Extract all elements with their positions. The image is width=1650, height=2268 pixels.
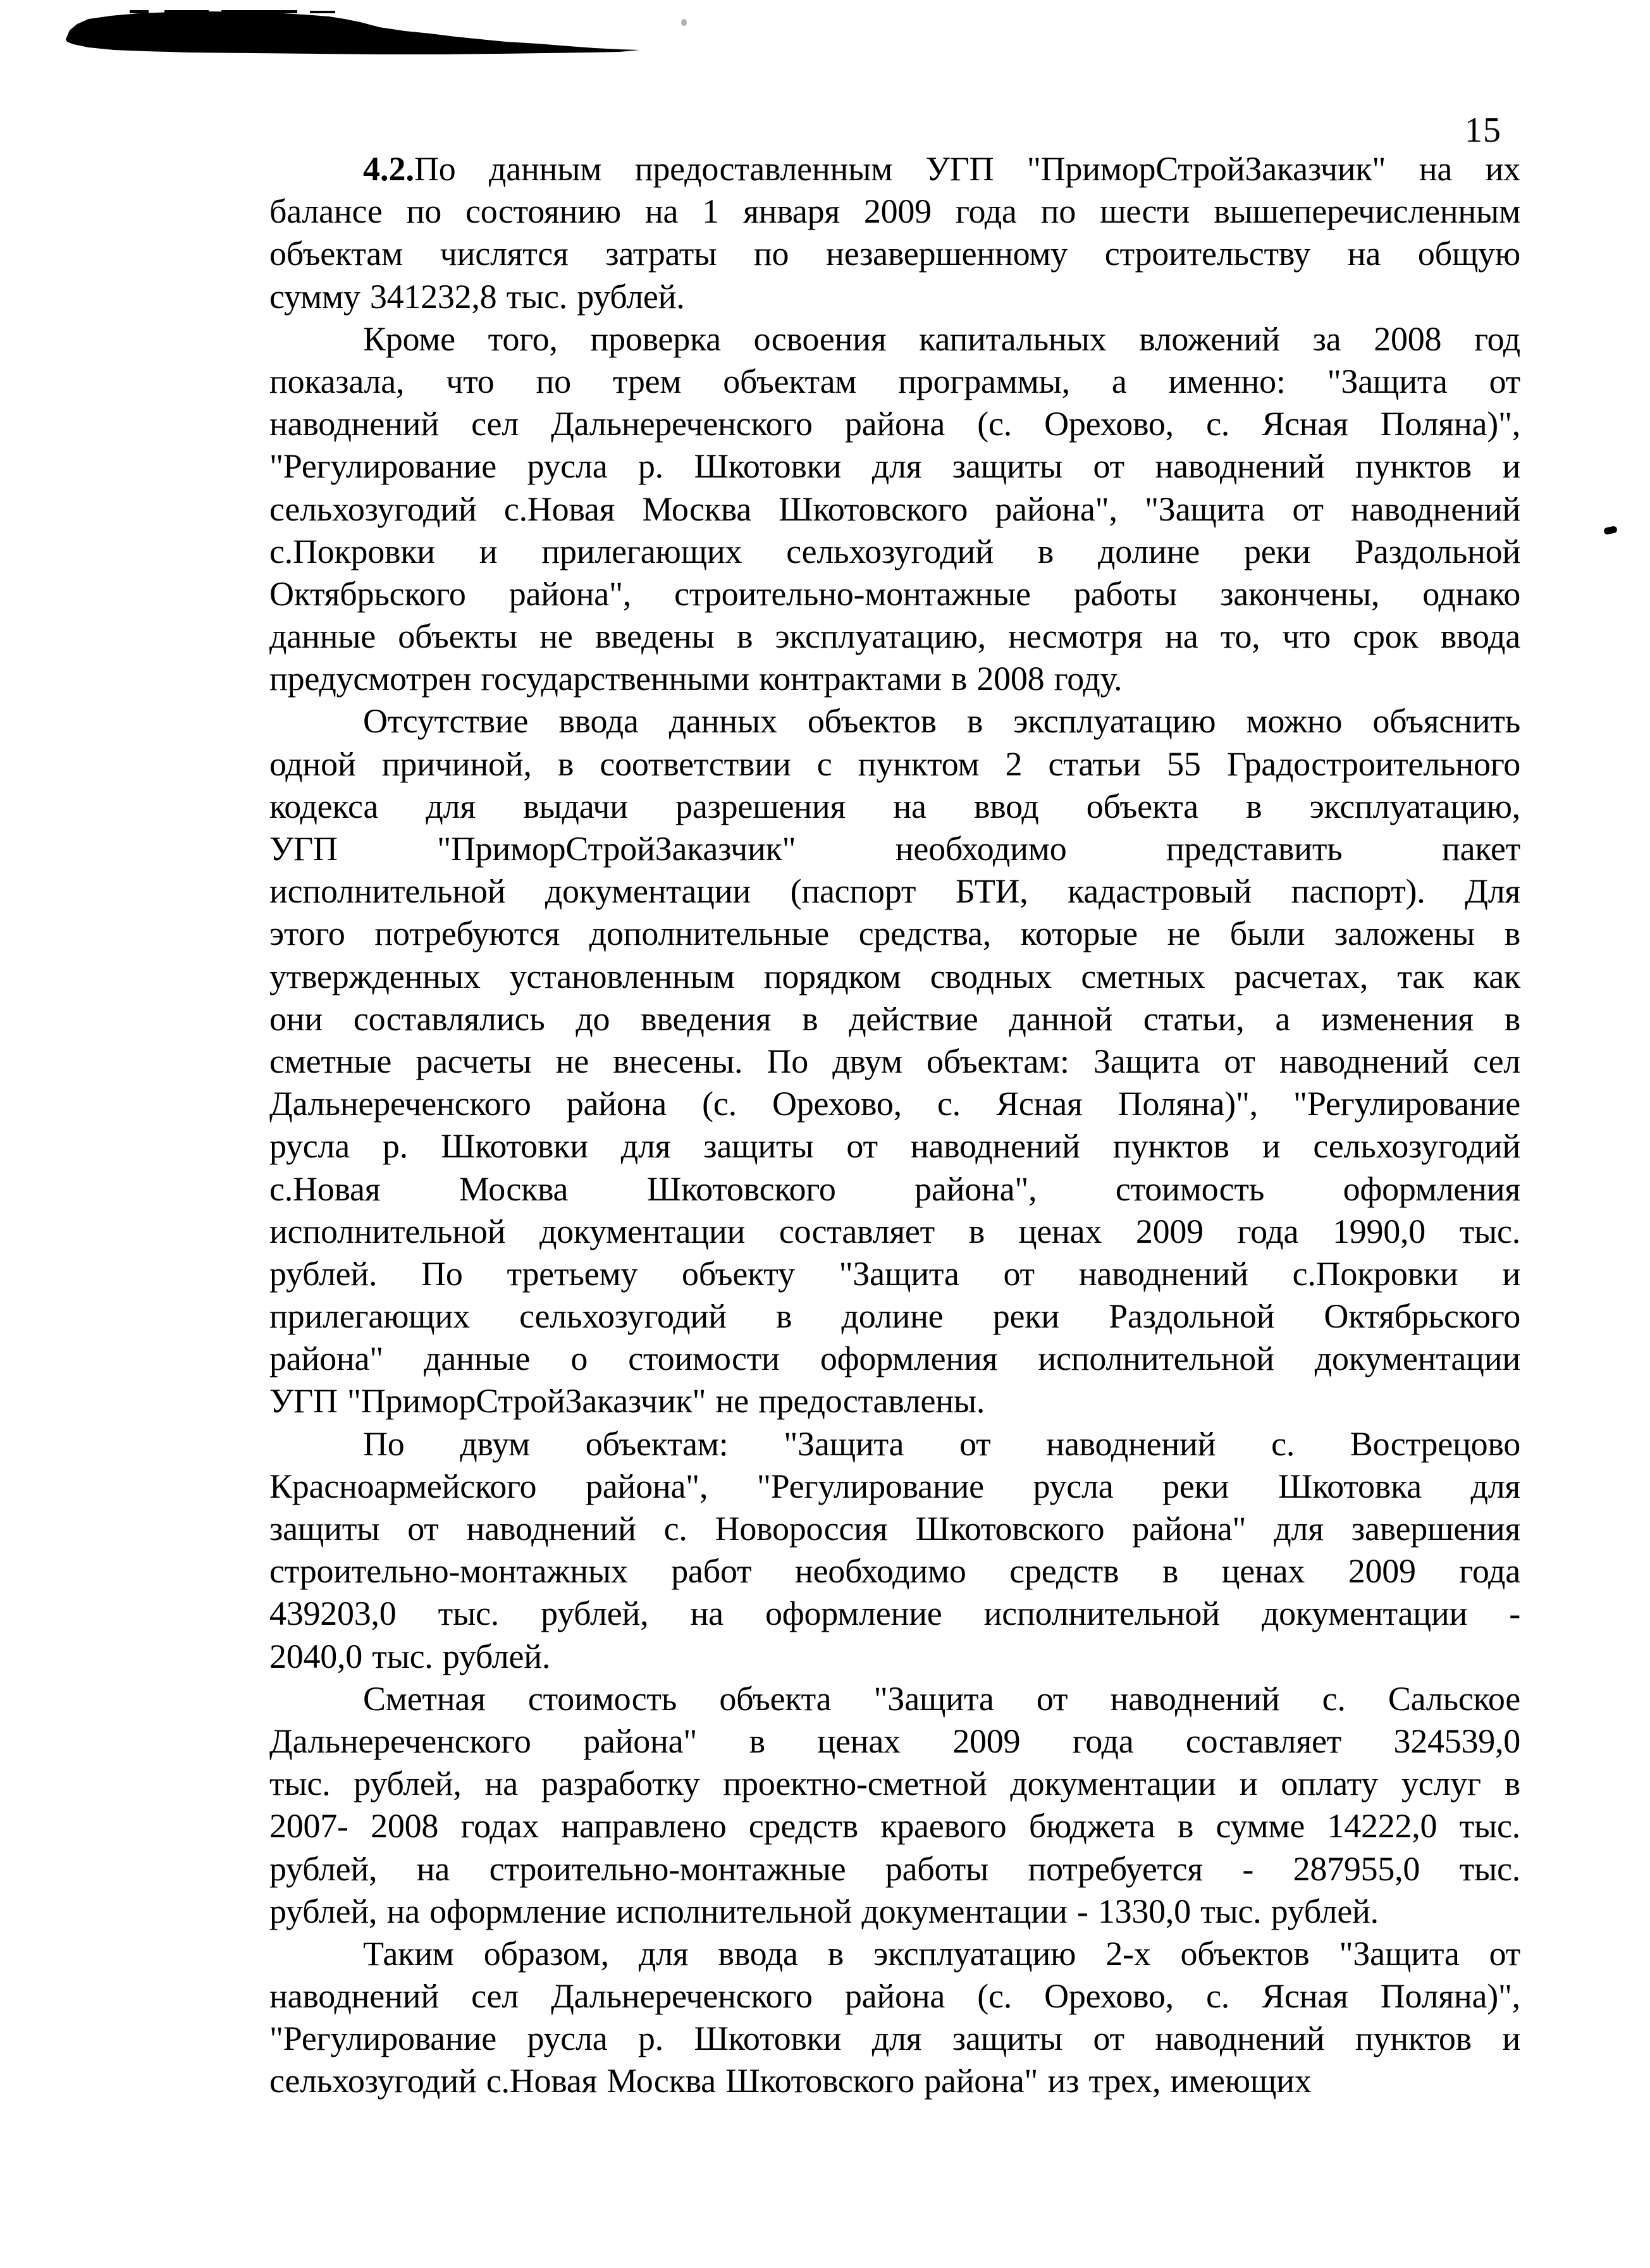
text-line: строительно-монтажных работ необходимо средств в ценах 2009 года bbox=[269, 1552, 1520, 1591]
text-line: 2040,0 тыс. рублей. bbox=[269, 1637, 551, 1675]
text-line: показала, что по трем объектам программы, а именно: "Защита от bbox=[269, 362, 1520, 400]
text-line: сумму 341232,8 тыс. рублей. bbox=[269, 277, 685, 316]
scan-speckle bbox=[1603, 526, 1618, 535]
text-line: района" данные о стоимости оформления исполнительной документации bbox=[269, 1340, 1520, 1378]
text-line: УГП "ПриморСтройЗаказчик" не предоставлены. bbox=[269, 1382, 985, 1421]
text-line: Октябрьского района", строительно-монтажные работы закончены, однако bbox=[269, 574, 1520, 613]
text-line: одной причиной, в соответствии с пунктом 2 статьи 55 Градостроительного bbox=[269, 744, 1520, 783]
document-text bbox=[269, 148, 1520, 2103]
text-line: Дальнереченского района (с. Орехово, с. Ясная Поляна)", "Регулирование bbox=[269, 1085, 1520, 1123]
text-line: "Регулирование русла р. Шкотовки для защиты от наводнений пунктов и bbox=[269, 2019, 1520, 2058]
page-number: 15 bbox=[1465, 111, 1501, 150]
text-line: УГП "ПриморСтройЗаказчик" необходимо представить пакет bbox=[269, 830, 1520, 868]
text-line: Кроме того, проверка освоения капитальных вложений за 2008 год bbox=[363, 319, 1520, 358]
text-line: 2007- 2008 годах направлено средств краевого бюджета в сумме 14222,0 тыс. bbox=[269, 1807, 1520, 1846]
text-line: Дальнереченского района" в ценах 2009 года составляет 324539,0 bbox=[269, 1722, 1520, 1760]
text-line: По двум объектам: "Защита от наводнений с. Вострецово bbox=[363, 1424, 1520, 1463]
text-line: предусмотрен государственными контрактами в 2008 году. bbox=[269, 660, 1123, 698]
text-line: защиты от наводнений с. Новороссия Шкотовского района" для завершения bbox=[269, 1510, 1520, 1548]
text-line: исполнительной документации (паспорт БТИ, кадастровый паспорт). Для bbox=[269, 872, 1520, 911]
text-line: утвержденных установленным порядком сводных сметных расчетах, так как bbox=[269, 957, 1520, 995]
text-line: объектам числятся затраты по незавершенному строительству на общую bbox=[269, 235, 1520, 273]
text-line: рублей. По третьему объекту "Защита от наводнений с.Покровки и bbox=[269, 1254, 1520, 1293]
text-line: наводнений сел Дальнереченского района (с. Орехово, с. Ясная Поляна)", bbox=[269, 405, 1520, 443]
section-number: 4.2. bbox=[363, 150, 414, 188]
text-line: этого потребуются дополнительные средства, которые не были заложены в bbox=[269, 915, 1520, 953]
text-line: они составлялись до введения в действие данной статьи, а изменения в bbox=[269, 999, 1520, 1038]
scan-speck-faint bbox=[681, 19, 687, 26]
text-line: сельхозугодий с.Новая Москва Шкотовского района" из трех, имеющих bbox=[269, 2062, 1312, 2100]
text-line: сметные расчеты не внесены. По двум объектам: Защита от наводнений сел bbox=[269, 1042, 1520, 1080]
text-line: русла р. Шкотовки для защиты от наводнений пунктов и сельхозугодий bbox=[269, 1127, 1520, 1166]
scan-artifact-blob bbox=[63, 10, 645, 57]
text-line: Сметная стоимость объекта "Защита от наводнений с. Сальское bbox=[363, 1679, 1520, 1718]
text-line: рублей, на строительно-монтажные работы потребуется - 287955,0 тыс. bbox=[269, 1849, 1520, 1888]
text-line: сельхозугодий с.Новая Москва Шкотовского района", "Защита от наводнений bbox=[269, 490, 1520, 528]
text-line: кодекса для выдачи разрешения на ввод объекта в эксплуатацию, bbox=[269, 787, 1520, 825]
text-line: исполнительной документации составляет в ценах 2009 года 1990,0 тыс. bbox=[269, 1212, 1520, 1250]
text-line: данные объекты не введены в эксплуатацию, несмотря на то, что срок ввода bbox=[269, 617, 1520, 656]
text-line: с.Покровки и прилегающих сельхозугодий в долине реки Раздольной bbox=[269, 532, 1520, 570]
text-line: Таким образом, для ввода в эксплуатацию 2-х объектов "Защита от bbox=[363, 1934, 1520, 1973]
text-line: "Регулирование русла р. Шкотовки для защиты от наводнений пунктов и bbox=[269, 447, 1520, 486]
text-line: рублей, на оформление исполнительной документации - 1330,0 тыс. рублей. bbox=[269, 1892, 1379, 1930]
text-line: балансе по состоянию на 1 января 2009 года по шести вышеперечисленным bbox=[269, 192, 1520, 231]
text-line: с.Новая Москва Шкотовского района", стоимость оформления bbox=[269, 1169, 1520, 1208]
text-line: 4.2.По данным предоставленным УГП "ПриморСтройЗаказчик" на их bbox=[363, 150, 1520, 188]
text-line: тыс. рублей, на разработку проектно-сметной документации и оплату услуг в bbox=[269, 1765, 1520, 1803]
text-line: 439203,0 тыс. рублей, на оформление исполнительной документации - bbox=[269, 1594, 1520, 1633]
text-line: Отсутствие ввода данных объектов в эксплуатацию можно объяснить bbox=[363, 702, 1520, 741]
text-line: наводнений сел Дальнереченского района (с. Орехово, с. Ясная Поляна)", bbox=[269, 1977, 1520, 2016]
text-line: прилегающих сельхозугодий в долине реки Раздольной Октябрьского bbox=[269, 1297, 1520, 1336]
text-line: Красноармейского района", "Регулирование русла реки Шкотовка для bbox=[269, 1467, 1520, 1505]
